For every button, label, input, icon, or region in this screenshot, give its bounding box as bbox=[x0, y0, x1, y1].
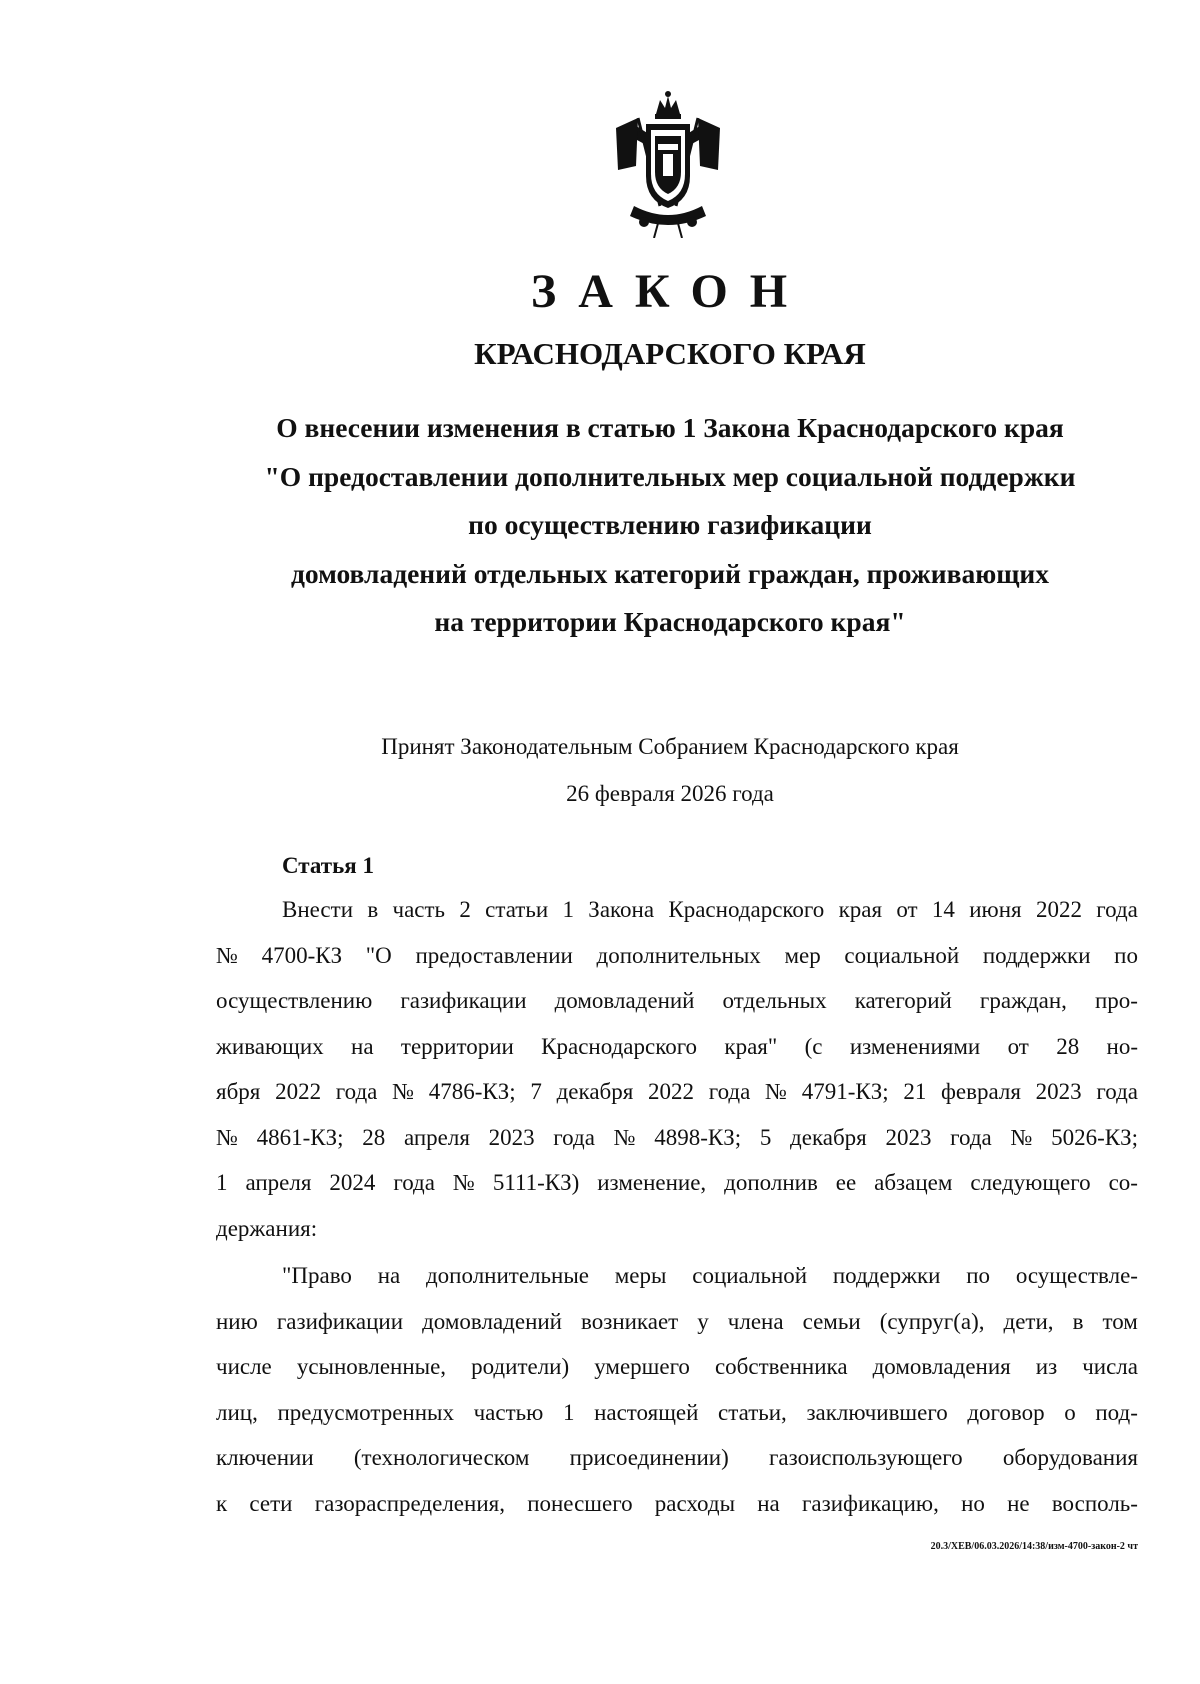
word: 2022 bbox=[275, 1079, 322, 1104]
word: 1 bbox=[562, 897, 574, 922]
word: предусмотренных bbox=[277, 1399, 454, 1425]
word: года bbox=[1096, 1079, 1138, 1104]
word: отдельных bbox=[722, 988, 827, 1013]
word: года bbox=[393, 1170, 435, 1195]
word: Краснодарского bbox=[541, 1033, 698, 1059]
word: про- bbox=[1094, 988, 1138, 1013]
word: февраля bbox=[941, 1079, 1021, 1104]
word: по bbox=[966, 1263, 991, 1288]
word: социальной bbox=[692, 1263, 808, 1288]
word: заключившего bbox=[806, 1399, 948, 1425]
word: "Право bbox=[282, 1263, 352, 1288]
word: 28 bbox=[1056, 1033, 1080, 1059]
word: на bbox=[377, 1263, 401, 1288]
word: от bbox=[1007, 1033, 1029, 1059]
word: родители) bbox=[471, 1354, 570, 1379]
word: № bbox=[613, 1124, 636, 1150]
paragraph-line bbox=[216, 1435, 1138, 1481]
word: 2024 bbox=[329, 1170, 376, 1195]
word: абзацем bbox=[874, 1170, 953, 1195]
word: числа bbox=[1082, 1354, 1138, 1379]
word: Краснодарского bbox=[668, 897, 825, 922]
paragraph-line bbox=[216, 887, 1138, 933]
word: года bbox=[950, 1124, 992, 1150]
word: меры bbox=[614, 1263, 667, 1288]
paragraph-line bbox=[216, 1253, 1138, 1299]
word: под- bbox=[1095, 1399, 1138, 1425]
word: категорий bbox=[854, 988, 952, 1013]
word: по bbox=[1114, 942, 1138, 968]
word: года bbox=[708, 1079, 751, 1104]
word: числе bbox=[216, 1354, 272, 1379]
word: социальной bbox=[844, 942, 960, 968]
paragraph-line bbox=[216, 978, 1138, 1024]
paragraph-line bbox=[216, 1206, 1138, 1252]
word: оборудования bbox=[1002, 1445, 1138, 1470]
law-word: ЗАКОН bbox=[530, 265, 810, 318]
word: домовладений bbox=[554, 988, 695, 1013]
word: 2022 bbox=[1035, 897, 1082, 922]
word: дополнительных bbox=[596, 942, 761, 968]
word: 2 bbox=[459, 897, 471, 922]
law-title-line: О внесении изменения в статью 1 Закона Краснодарского края bbox=[276, 412, 1064, 443]
word: но bbox=[961, 1490, 985, 1516]
law-title-line: "О предоставлении дополнительных мер социальной поддержки bbox=[264, 460, 1076, 492]
word: декабря bbox=[790, 1124, 867, 1150]
word: осуществле- bbox=[1015, 1263, 1138, 1288]
word: № bbox=[392, 1079, 415, 1104]
word: 4898-КЗ; bbox=[654, 1124, 742, 1150]
word: поддержки bbox=[832, 1263, 941, 1288]
word: предоставлении bbox=[415, 942, 573, 968]
word: следующего bbox=[970, 1170, 1091, 1195]
paragraph-line bbox=[216, 933, 1138, 979]
word: № bbox=[452, 1170, 475, 1195]
word: апреля bbox=[245, 1170, 312, 1195]
adoption-date: 26 февраля 2026 года bbox=[566, 781, 774, 806]
law-title-line: на территории Краснодарского края" bbox=[434, 606, 906, 637]
word: поддержки bbox=[982, 942, 1091, 968]
word: договор bbox=[967, 1399, 1045, 1425]
paragraph-line bbox=[216, 1115, 1138, 1161]
word: (с bbox=[804, 1033, 823, 1059]
word: изменениями bbox=[849, 1033, 981, 1059]
word: в bbox=[367, 897, 379, 922]
word: 1 bbox=[562, 1399, 575, 1425]
word: нию bbox=[216, 1308, 258, 1334]
word: 5 bbox=[759, 1124, 772, 1150]
paragraph-line bbox=[216, 1481, 1138, 1527]
word: газификации bbox=[276, 1308, 404, 1334]
word: дополнив bbox=[724, 1170, 818, 1195]
word: том bbox=[1102, 1308, 1138, 1334]
word: у bbox=[697, 1308, 709, 1334]
word: декабря bbox=[556, 1079, 634, 1104]
word: 2023 bbox=[1035, 1079, 1082, 1104]
word: Внести bbox=[282, 897, 353, 922]
word: живающих bbox=[216, 1033, 324, 1059]
word: газоиспользующего bbox=[768, 1445, 963, 1470]
word: к bbox=[216, 1490, 228, 1516]
word: 21 bbox=[903, 1079, 927, 1104]
word: возникает bbox=[581, 1308, 679, 1334]
word: (технологическом bbox=[353, 1445, 530, 1470]
word: 4786-КЗ; bbox=[428, 1079, 516, 1104]
word: территории bbox=[400, 1033, 514, 1059]
word: года bbox=[335, 1079, 378, 1104]
word: № bbox=[216, 1124, 238, 1150]
adoption-line: Принят Законодательным Собранием Краснодарского края bbox=[381, 734, 959, 759]
word: восполь- bbox=[1051, 1490, 1138, 1516]
word: лиц, bbox=[216, 1399, 258, 1425]
word: понесшего bbox=[527, 1490, 633, 1516]
paragraph-line bbox=[216, 1069, 1138, 1115]
word: Закона bbox=[588, 897, 655, 922]
word: осуществлению bbox=[216, 988, 373, 1013]
quoted-paragraph bbox=[216, 1253, 1138, 1526]
word: газораспределения, bbox=[314, 1490, 505, 1516]
word: изменение, bbox=[597, 1170, 707, 1195]
word: апреля bbox=[403, 1124, 470, 1150]
word: не bbox=[1007, 1490, 1030, 1516]
paragraph-line bbox=[216, 1024, 1138, 1070]
word: газификации bbox=[400, 988, 527, 1013]
word: усыновленные, bbox=[296, 1354, 447, 1379]
word: присоединении) bbox=[569, 1445, 729, 1470]
word: 4861-КЗ; bbox=[256, 1124, 344, 1150]
word: частью bbox=[473, 1399, 544, 1425]
word: дети, bbox=[1003, 1308, 1054, 1334]
word: 2022 bbox=[648, 1079, 695, 1104]
word: но- bbox=[1106, 1033, 1138, 1059]
word: статьи bbox=[485, 897, 549, 922]
word: 7 bbox=[530, 1079, 542, 1104]
word: 5111-КЗ) bbox=[492, 1170, 580, 1195]
word: края bbox=[838, 897, 883, 922]
word: 2023 bbox=[885, 1124, 932, 1150]
word: сети bbox=[249, 1490, 293, 1516]
word: мер bbox=[784, 942, 821, 968]
word: 28 bbox=[362, 1124, 386, 1150]
document-id: 20.3/ХЕВ/06.03.2026/14:38/изм-4700-закон-2 чт bbox=[930, 1541, 1138, 1552]
word: семьи bbox=[802, 1308, 861, 1334]
word: "О bbox=[365, 942, 392, 968]
law-title-line: домовладений отдельных категорий граждан, проживающих bbox=[290, 557, 1050, 589]
article-paragraph bbox=[216, 887, 1138, 1251]
paragraph-line bbox=[216, 1299, 1138, 1345]
word: ее bbox=[835, 1170, 857, 1195]
word: 2023 bbox=[488, 1124, 535, 1150]
word: на bbox=[351, 1033, 374, 1059]
paragraph-line bbox=[216, 1160, 1138, 1206]
word: статьи, bbox=[718, 1399, 787, 1425]
word: домовладений bbox=[422, 1308, 562, 1334]
word: граждан, bbox=[979, 988, 1067, 1013]
word: № bbox=[216, 942, 238, 968]
word: на bbox=[757, 1490, 780, 1516]
word: в bbox=[1072, 1308, 1084, 1334]
word: (супруг(а), bbox=[879, 1308, 985, 1334]
word: края" bbox=[724, 1033, 778, 1059]
word: домовладения bbox=[872, 1354, 1011, 1379]
paragraph-line bbox=[216, 1390, 1138, 1436]
word: о bbox=[1064, 1399, 1076, 1425]
word: 4700-КЗ bbox=[261, 942, 343, 968]
word: 1 bbox=[216, 1170, 228, 1195]
law-title bbox=[200, 404, 1140, 647]
word: расходы bbox=[654, 1490, 736, 1516]
word: часть bbox=[392, 897, 446, 922]
word: № bbox=[1010, 1124, 1033, 1150]
word: года bbox=[1096, 897, 1138, 922]
word: № bbox=[765, 1079, 787, 1104]
word: года bbox=[553, 1124, 595, 1150]
word: со- bbox=[1108, 1170, 1138, 1195]
word: ключении bbox=[216, 1445, 314, 1470]
law-title-line: по осуществлению газификации bbox=[468, 509, 872, 540]
word: дополнительные bbox=[425, 1263, 589, 1288]
word: 4791-КЗ; bbox=[801, 1079, 889, 1104]
word: от bbox=[896, 897, 918, 922]
word: из bbox=[1035, 1354, 1058, 1379]
word: июня bbox=[969, 897, 1022, 922]
region-title: КРАСНОДАРСКОГО КРАЯ bbox=[474, 336, 866, 371]
paragraph-line bbox=[216, 1344, 1138, 1390]
adoption-note bbox=[200, 723, 1140, 817]
article-heading: Статья 1 bbox=[282, 853, 374, 878]
word: 5026-КЗ; bbox=[1051, 1124, 1138, 1150]
word: держания: bbox=[216, 1215, 318, 1241]
krasnodar-coat-of-arms-icon bbox=[608, 88, 728, 238]
word: настоящей bbox=[594, 1399, 699, 1425]
word: ября bbox=[216, 1079, 261, 1104]
word: члена bbox=[727, 1308, 784, 1334]
word: собственника bbox=[714, 1354, 848, 1379]
word: газификацию, bbox=[802, 1490, 939, 1516]
word: умершего bbox=[594, 1354, 690, 1379]
word: 14 bbox=[931, 897, 955, 922]
